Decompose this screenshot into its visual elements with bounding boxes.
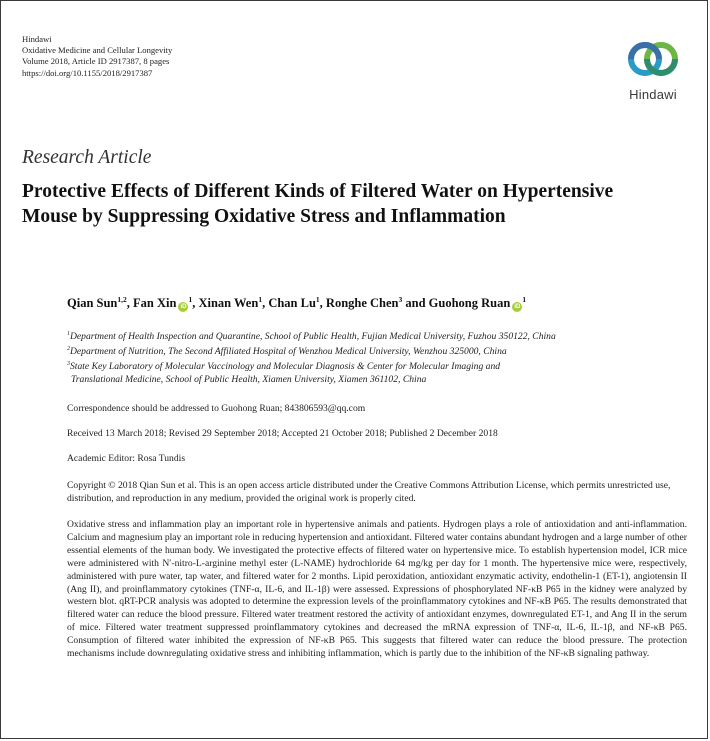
- abstract-text: Oxidative stress and inflammation play an important role in hypertensive animals and patients. Hydrogen plays a role of antioxidation and anti-inflammation. Calcium and magnesium play an important role in reducing hypertension and antioxidant. Filtered water contains abundant hydrogen and a large number of other essential elements of the human body. We investigated the protective effects of filtered water on hypertensive mice. To establish hypertension model, ICR mice were administered with N′-nitro-L-arginine methyl ester (L-NAME) hydrochloride 64 mg/kg per day for 1 month. The hypertensive mice were, respectively, administered with pure water, tap water, and filtered water for 2 months. Lipid peroxidation, antioxidant enzymatic activity, endothelin-1 (ET-1), angiotensin II (Ang II), and proinflammatory cytokines (TNF-α, IL-6, and IL-1β) were assessed. Expressions of phosphorylated NF-κB P65 in the kidney were analyzed by western blot. qRT-PCR analysis was adopted to determine the expression levels of the proinflammatory cytokines and NF-κB P65. The results demonstrated that filtered water can reduce the blood pressure. Filtered water treatment restored the activity of antioxidant enzymes, downregulated ET-1, and Ang II in the serum of mice. Filtered water treatment suppressed proinflammatory cytokines and decreased the mRNA expression of TNF-α, IL-6, IL-1β, and NF-κB P65. Consumption of filtered water inhibited the expression of NF-κB P65. This suggests that filtered water can reduce the blood pressure. The protection mechanisms include downregulating oxidative stress and inhibiting inflammation, which is partly due to the inhibition of the NF-κB signaling pathway.: [67, 519, 687, 660]
- article-title: Protective Effects of Different Kinds of Filtered Water on Hypertensive Mouse by Suppressing Oxidative Stress and Inflammation: [22, 181, 614, 227]
- author-affiliation-ref: 1: [315, 295, 320, 304]
- affiliation-item: [67, 343, 677, 358]
- academic-editor: Academic Editor: Rosa Tundis: [67, 453, 186, 464]
- author-separator: ,: [262, 296, 269, 310]
- affiliation-number: 2: [67, 346, 70, 352]
- affiliation-text: State Key Laboratory of Molecular Vaccinology and Molecular Diagnosis & Center for Molecular Imaging and: [70, 361, 501, 372]
- author-name: Guohong Ruan: [428, 296, 511, 310]
- author-affiliation-ref: 1: [188, 295, 193, 304]
- author-affiliation-ref: 1,2: [117, 295, 127, 304]
- journal-name: Oxidative Medicine and Cellular Longevity: [22, 45, 173, 56]
- affiliation-number: 1: [67, 331, 70, 337]
- affiliation-text: Department of Health Inspection and Quarantine, School of Public Health, Fujian Medical University, Fuzhou 350122, China: [70, 331, 556, 342]
- affiliation-text: Department of Nutrition, The Second Affiliated Hospital of Wenzhou Medical University, Wenzhou 325000, China: [70, 346, 507, 357]
- affiliations: [67, 328, 677, 386]
- author-affiliation-ref: 1: [522, 295, 527, 304]
- hindawi-logo-icon: [615, 35, 691, 87]
- author-name: Fan Xin: [133, 296, 177, 310]
- author-separator: ,: [126, 296, 134, 310]
- affiliation-number: 3: [67, 361, 70, 367]
- author-name: Chan Lu: [268, 296, 316, 310]
- author-separator: ,: [319, 296, 326, 310]
- doi-link[interactable]: https://doi.org/10.1155/2018/2917387: [22, 67, 153, 78]
- article-type: Research Article: [22, 147, 152, 168]
- volume-info: Volume 2018, Article ID 2917387, 8 pages: [22, 56, 170, 67]
- author-list: [67, 295, 526, 312]
- journal-header: [22, 34, 172, 79]
- author-separator: ,: [192, 296, 199, 310]
- orcid-icon[interactable]: iD: [180, 304, 187, 310]
- publisher-name: Hindawi: [22, 34, 52, 44]
- author-name: Ronghe Chen: [325, 296, 399, 310]
- author-name: Xinan Wen: [198, 296, 259, 310]
- author-separator: and: [402, 296, 429, 310]
- publication-dates: Received 13 March 2018; Revised 29 September 2018; Accepted 21 October 2018; Published 2 December 2018: [67, 428, 498, 439]
- affiliation-item: [67, 358, 677, 373]
- orcid-icon[interactable]: iD: [514, 304, 521, 310]
- author-affiliation-ref: 1: [258, 295, 263, 304]
- correspondence: Correspondence should be addressed to Guohong Ruan; 843806593@qq.com: [67, 403, 366, 414]
- copyright-notice: Copyright © 2018 Qian Sun et al. This is an open access article distributed under the Creative Commons Attribution License, which permits unrestricted use, distribution, and reproduction in any medium, provided the original work is properly cited.: [67, 480, 671, 504]
- affiliation-item: [67, 328, 677, 343]
- hindawi-logo: [615, 35, 691, 107]
- author-name: Qian Sun: [67, 296, 118, 310]
- affiliation-text-continued: Translational Medicine, School of Public Health, Xiamen University, Xiamen 361102, China: [71, 374, 427, 385]
- author-affiliation-ref: 3: [398, 295, 403, 304]
- hindawi-wordmark: Hindawi: [629, 87, 677, 102]
